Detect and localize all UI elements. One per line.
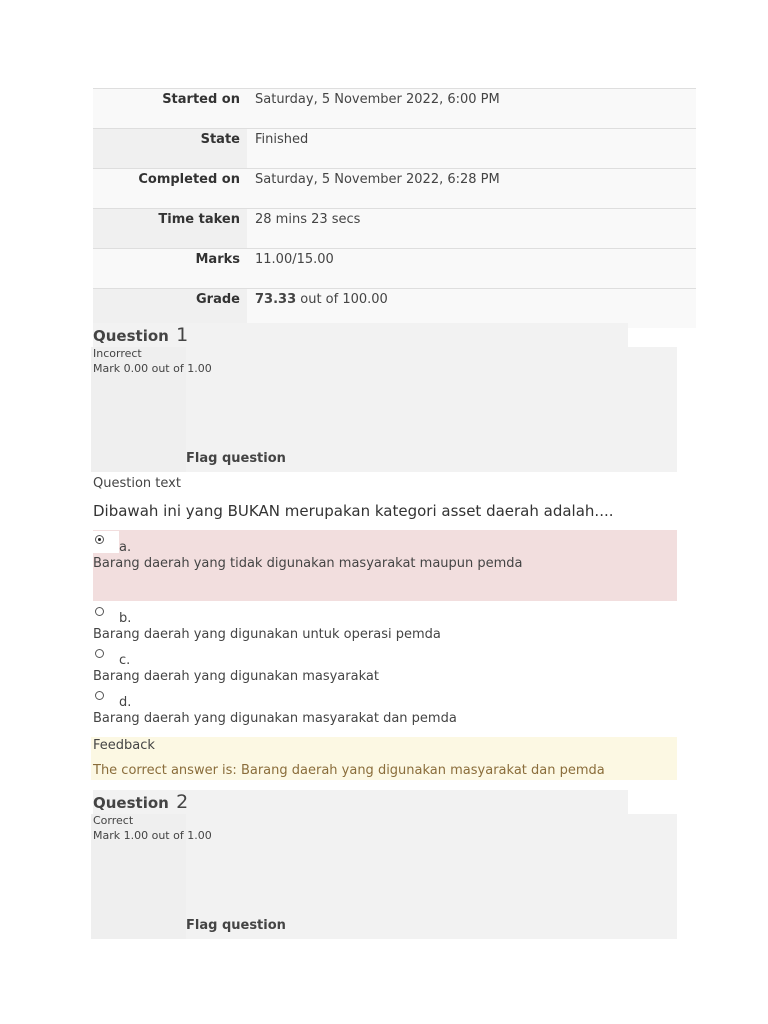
question-mark: Mark 1.00 out of 1.00 [93,829,212,842]
summary-value: 11.00/15.00 [247,249,696,288]
answer-option-d[interactable] [93,690,677,730]
question-number: 1 [176,324,189,346]
flag-question-button[interactable]: Flag question [186,918,286,933]
feedback-box [91,737,677,780]
option-letter: b. [119,611,132,626]
summary-label: State [93,129,247,168]
question-text: Dibawah ini yang BUKAN merupakan kategori asset daerah adalah.... [93,502,614,520]
option-letter: a. [119,540,132,555]
question-title: Question [93,327,169,345]
question-state: Correct [93,814,134,827]
question-2-info [93,813,212,843]
radio-button[interactable] [95,649,104,658]
question-mark: Mark 0.00 out of 1.00 [93,362,212,375]
summary-row-completed [93,168,696,208]
summary-label: Time taken [93,209,247,248]
summary-value: Finished [247,129,696,168]
answer-option-a[interactable] [93,530,677,601]
grade-out-of: out of 100.00 [296,292,388,307]
option-letter: d. [119,695,132,710]
question-title: Question [93,794,169,812]
summary-value: Saturday, 5 November 2022, 6:00 PM [247,89,696,128]
summary-value: Saturday, 5 November 2022, 6:28 PM [247,169,696,208]
answer-option-b[interactable] [93,606,677,646]
summary-row-started [93,88,696,128]
summary-row-time-taken [93,208,696,248]
summary-label: Grade [93,289,247,328]
option-text: Barang daerah yang digunakan masyarakat [93,669,379,684]
question-2-header [93,790,628,814]
summary-row-grade [93,288,696,328]
question-1-info [93,346,212,376]
summary-label: Started on [93,89,247,128]
answer-option-c[interactable] [93,648,677,688]
option-text: Barang daerah yang digunakan untuk operasi pemda [93,627,441,642]
question-state: Incorrect [93,347,142,360]
summary-label: Completed on [93,169,247,208]
radio-button-checked[interactable] [95,535,104,544]
question-number: 2 [176,791,189,813]
summary-label: Marks [93,249,247,288]
summary-row-state [93,128,696,168]
flag-question-button[interactable]: Flag question [186,451,286,466]
summary-value: 28 mins 23 secs [247,209,696,248]
grade-value: 73.33 [255,292,297,307]
option-text: Barang daerah yang digunakan masyarakat dan pemda [93,711,457,726]
attempt-summary-table [93,88,696,328]
question-1-header [93,323,628,347]
radio-button[interactable] [95,691,104,700]
option-letter: c. [119,653,131,668]
feedback-text: The correct answer is: Barang daerah yang digunakan masyarakat dan pemda [93,763,605,778]
summary-row-marks [93,248,696,288]
feedback-label: Feedback [93,738,155,753]
question-text-label: Question text [93,476,181,491]
option-text: Barang daerah yang tidak digunakan masyarakat maupun pemda [93,556,523,571]
radio-button[interactable] [95,607,104,616]
